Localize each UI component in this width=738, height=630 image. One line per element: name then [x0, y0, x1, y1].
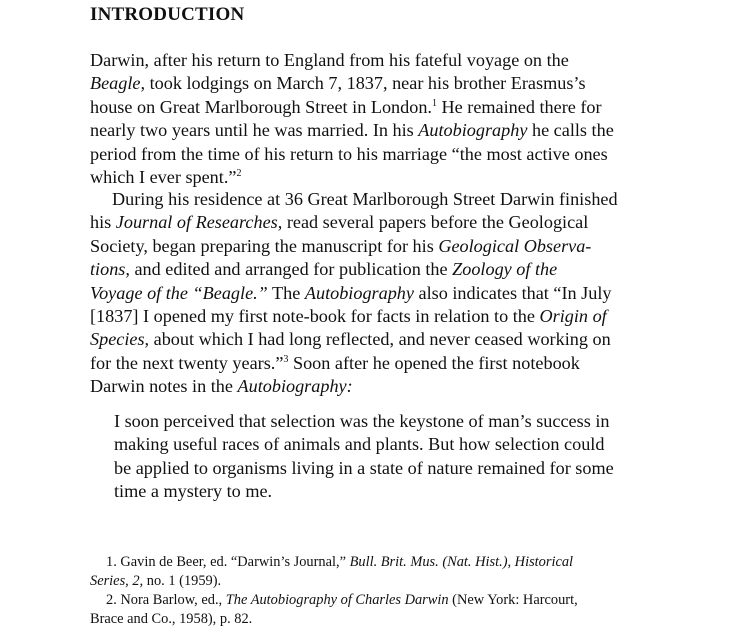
para2-line-9-a: Darwin notes in the [90, 376, 238, 397]
para1-line-4-text: nearly two years until he was married. In his [90, 120, 419, 141]
para2-line-7-b: about which I had long reflected, and never ceased working on [149, 329, 611, 350]
para2-line-1: During his residence at 36 Great Marlborough Street Darwin finished [112, 189, 618, 209]
para1-line-3 [90, 96, 642, 119]
para1-line-6-text: which I ever spent.” [90, 167, 237, 188]
italic-voyage: Voyage of the “Beagle.” [90, 282, 268, 303]
para2-line-3 [90, 235, 642, 258]
para2-line-2-a: his [90, 212, 116, 233]
quote-line-1: I soon perceived that selection was the keystone of man’s success in [114, 411, 610, 431]
block-quote [114, 410, 642, 504]
para2-line-5-c: also indicates that “In July [413, 282, 612, 303]
footnote-2-line-2: Brace and Co., 1958), p. 82. [90, 611, 253, 627]
footnote-2-italic: The Autobiography of Charles Darwin [225, 592, 449, 608]
para1-line-1: Darwin, after his return to England from his fateful voyage on the [90, 50, 569, 70]
para1-line-3-tail: He remained there for [436, 96, 602, 117]
para2-line-8-b: Soon after he opened the first notebook [288, 352, 580, 373]
footnote-1-line-2 [90, 572, 642, 591]
italic-beagle: Beagle, [90, 73, 146, 94]
para2-line-9 [90, 375, 642, 398]
italic-tions: tions, [90, 259, 130, 280]
quote-line-4: time a mystery to me. [114, 481, 273, 502]
quote-line-3: be applied to organisms living in a state of nature remained for some [114, 457, 614, 478]
footnote-1 [90, 553, 642, 591]
para1-line-2-text: took lodgings on March 7, 1837, near his brother Erasmus’s [145, 73, 586, 94]
footnote-1-italic-2: Series, 2, [90, 573, 144, 589]
italic-autobiography-3: Autobiography: [237, 376, 353, 397]
para2-line-7 [90, 328, 642, 351]
footnote-ref-1: 1 [431, 97, 437, 109]
para1-line-5: period from the time of his return to his marriage “the most active ones [90, 143, 608, 164]
italic-journal: Journal of Researches [115, 212, 278, 233]
footnote-ref-3: 3 [283, 353, 289, 365]
para2-line-4 [90, 258, 642, 281]
para1-line-4 [90, 119, 642, 142]
para2-line-6-a: [1837] I opened my first note-book for facts in relation to the [90, 306, 540, 327]
footnote-1-line-1 [90, 553, 642, 572]
italic-autobiography: Autobiography [418, 120, 528, 141]
para2-line-8-a: for the next twenty years.” [90, 352, 284, 373]
para2-line-4-b: and edited and arranged for publication the [129, 259, 453, 280]
para1-line-2 [90, 72, 642, 95]
italic-origin: Origin of [539, 306, 607, 327]
footnote-ref-2: 2 [236, 167, 242, 179]
footnote-2-tail: (New York: Harcourt, [448, 592, 578, 608]
paragraph-2 [90, 188, 642, 399]
para2-line-3-a: Society, began preparing the manuscript for his [90, 235, 439, 256]
para2-line-8 [90, 352, 642, 375]
italic-geological: Geological Observa- [438, 235, 592, 256]
para2-line-5-b: The [267, 282, 305, 303]
para2-line-2-b: , read several papers before the Geological [277, 212, 589, 233]
section-heading: INTRODUCTION [90, 4, 245, 25]
para1-line-3-text: house on Great Marlborough Street in London. [90, 96, 432, 117]
footnote-1-tail: no. 1 (1959). [143, 573, 222, 589]
para2-line-2 [90, 211, 642, 234]
para2-line-5 [90, 282, 642, 305]
italic-species: Species, [90, 329, 150, 350]
paragraph-1 [90, 49, 642, 189]
quote-line-2: making useful races of animals and plants. But how selection could [114, 434, 605, 455]
footnote-2 [90, 591, 642, 629]
footnote-1-text: 1. Gavin de Beer, ed. “Darwin’s Journal,” [106, 554, 350, 570]
footnote-2-line-1 [90, 591, 642, 610]
para2-line-6 [90, 305, 642, 328]
footnote-1-italic: Bull. Brit. Mus. (Nat. Hist.), Historical [349, 554, 574, 570]
italic-zoology: Zoology of the [452, 259, 558, 280]
footnote-2-text: 2. Nora Barlow, ed., [106, 592, 226, 608]
para1-line-4-tail: he calls the [527, 120, 614, 141]
para1-line-6 [90, 166, 642, 189]
italic-autobiography-2: Autobiography [304, 282, 414, 303]
